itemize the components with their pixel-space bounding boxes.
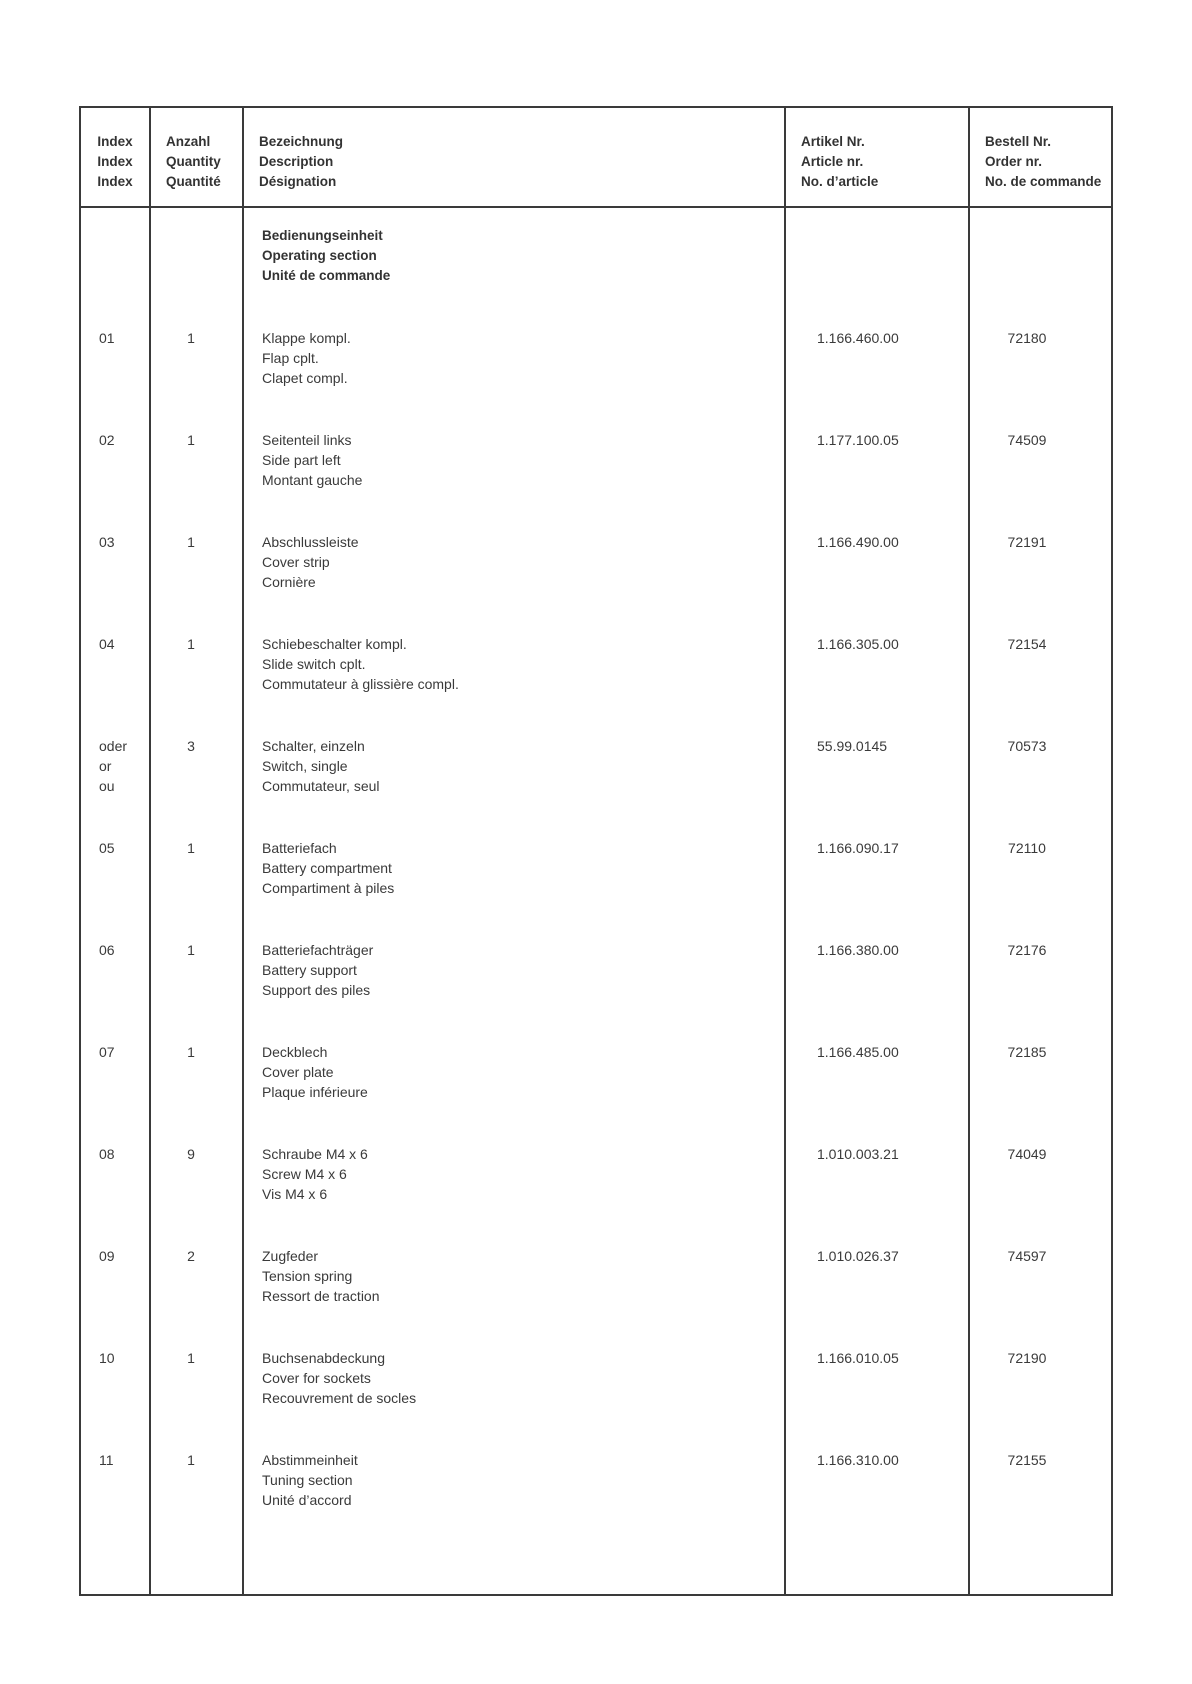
column-divider <box>242 108 244 1594</box>
row-description-line: Plaque inférieure <box>262 1084 368 1100</box>
row-quantity: 1 <box>187 1350 195 1366</box>
row-description-line: Commutateur à glissière compl. <box>262 676 459 692</box>
row-description-line: Flap cplt. <box>262 350 319 366</box>
header-description: Bezeichnung Description Désignation <box>259 134 344 189</box>
row-quantity: 1 <box>187 534 195 550</box>
row-index <box>99 1042 115 1062</box>
row-index <box>99 1348 115 1368</box>
row-description-line: Schiebeschalter kompl. <box>262 636 407 652</box>
row-order-number: 74597 <box>1007 1248 1047 1264</box>
row-description-line: Tension spring <box>262 1268 353 1284</box>
row-description-line: Slide switch cplt. <box>262 656 366 672</box>
row-description-line: Deckblech <box>262 1044 328 1060</box>
row-description <box>262 1348 416 1408</box>
row-order-number: 74049 <box>1007 1146 1047 1162</box>
row-article-number: 1.177.100.05 <box>817 432 899 448</box>
row-article-number: 1.166.380.00 <box>817 942 899 958</box>
row-description-line: Batteriefach <box>262 840 337 856</box>
row-index-line: 09 <box>99 1248 115 1264</box>
row-description-line: Side part left <box>262 452 341 468</box>
row-index <box>99 532 115 552</box>
header-divider <box>81 206 1111 208</box>
row-article-number: 1.166.460.00 <box>817 330 899 346</box>
row-quantity: 1 <box>187 330 195 346</box>
row-index-line: 06 <box>99 942 115 958</box>
row-index <box>99 736 127 796</box>
row-quantity: 1 <box>187 1452 195 1468</box>
row-index <box>99 1246 115 1266</box>
row-quantity: 1 <box>187 942 195 958</box>
row-order-number: 72110 <box>1008 840 1046 856</box>
row-description-line: Batteriefachträger <box>262 942 374 958</box>
row-index <box>99 328 115 348</box>
row-description-line: Unité d’accord <box>262 1492 352 1508</box>
row-order-number: 72180 <box>1007 330 1047 346</box>
row-index <box>99 1144 115 1164</box>
row-article-number: 1.166.490.00 <box>817 534 899 550</box>
row-description-line: Cover for sockets <box>262 1370 371 1386</box>
row-order-number: 72176 <box>1007 942 1047 958</box>
row-index-line: 05 <box>99 840 115 856</box>
header-quantity: Anzahl Quantity Quantité <box>166 134 221 189</box>
row-description-line: Buchsenabdeckung <box>262 1350 385 1366</box>
row-index <box>99 634 115 654</box>
row-index <box>99 838 115 858</box>
row-article-number: 1.166.090.17 <box>817 840 899 856</box>
row-description-line: Support des piles <box>262 982 371 998</box>
row-description-line: Schraube M4 x 6 <box>262 1146 368 1162</box>
row-index-line: 04 <box>99 636 115 652</box>
row-index-line: oder <box>99 738 128 754</box>
section-title: Bedienungseinheit Operating section Unité de commande <box>262 228 391 283</box>
row-description-line: Zugfeder <box>262 1248 319 1264</box>
row-quantity: 1 <box>187 432 195 448</box>
row-order-number: 72154 <box>1007 636 1047 652</box>
row-index-line: 08 <box>99 1146 115 1162</box>
row-order-number: 72185 <box>1007 1044 1047 1060</box>
row-order-number: 74509 <box>1007 432 1047 448</box>
row-article-number: 1.166.485.00 <box>817 1044 899 1060</box>
row-description-line: Klappe kompl. <box>262 330 351 346</box>
row-description-line: Cover plate <box>262 1064 334 1080</box>
row-description <box>262 634 459 694</box>
row-description-line: Seitenteil links <box>262 432 352 448</box>
row-description <box>262 430 362 490</box>
row-description-line: Cornière <box>262 574 316 590</box>
row-quantity: 2 <box>187 1248 195 1264</box>
row-order-number: 70573 <box>1007 738 1047 754</box>
header-article: Artikel Nr. Article nr. No. d’article <box>801 134 879 189</box>
row-quantity: 3 <box>187 738 195 754</box>
row-description-line: Commutateur, seul <box>262 778 380 794</box>
header-index: Index Index Index <box>97 134 133 189</box>
row-description-line: Battery compartment <box>262 860 392 876</box>
row-index <box>99 430 115 450</box>
row-description <box>262 1144 368 1204</box>
row-quantity: 1 <box>187 1044 195 1060</box>
row-quantity: 9 <box>187 1146 195 1162</box>
row-article-number: 1.010.003.21 <box>817 1146 899 1162</box>
header-order: Bestell Nr. Order nr. No. de commande <box>985 134 1102 189</box>
row-index-line: or <box>99 758 112 774</box>
row-description-line: Recouvrement de socles <box>262 1390 417 1406</box>
row-description <box>262 532 359 592</box>
row-description-line: Montant gauche <box>262 472 363 488</box>
row-description-line: Compartiment à piles <box>262 880 395 896</box>
row-description-line: Cover strip <box>262 554 330 570</box>
row-index <box>99 1450 114 1470</box>
row-index-line: ou <box>99 778 115 794</box>
column-divider <box>784 108 786 1594</box>
row-article-number: 55.99.0145 <box>817 738 888 754</box>
row-description <box>262 1246 380 1306</box>
row-description-line: Ressort de traction <box>262 1288 380 1304</box>
row-description-line: Schalter, einzeln <box>262 738 365 754</box>
row-article-number: 1.010.026.37 <box>817 1248 899 1264</box>
row-description-line: Screw M4 x 6 <box>262 1166 347 1182</box>
row-order-number: 72191 <box>1007 534 1047 550</box>
row-index-line: 11 <box>99 1452 114 1468</box>
row-description <box>262 736 380 796</box>
row-description <box>262 1450 358 1510</box>
row-order-number: 72155 <box>1007 1452 1047 1468</box>
row-description-line: Abstimmeinheit <box>262 1452 358 1468</box>
row-article-number: 1.166.305.00 <box>817 636 899 652</box>
row-article-number: 1.166.310.00 <box>817 1452 899 1468</box>
row-index-line: 07 <box>99 1044 115 1060</box>
row-index-line: 10 <box>99 1350 115 1366</box>
row-article-number: 1.166.010.05 <box>817 1350 899 1366</box>
row-description <box>262 838 394 898</box>
row-order-number: 72190 <box>1007 1350 1047 1366</box>
row-description <box>262 328 351 388</box>
row-index-line: 03 <box>99 534 115 550</box>
parts-list-table <box>79 106 1113 1596</box>
row-description-line: Vis M4 x 6 <box>262 1186 328 1202</box>
row-description-line: Abschlussleiste <box>262 534 359 550</box>
row-description-line: Clapet compl. <box>262 370 348 386</box>
row-quantity: 1 <box>187 840 195 856</box>
row-index-line: 02 <box>99 432 115 448</box>
row-description-line: Switch, single <box>262 758 348 774</box>
row-description <box>262 1042 368 1102</box>
row-quantity: 1 <box>187 636 195 652</box>
row-description <box>262 940 373 1000</box>
row-description-line: Tuning section <box>262 1472 353 1488</box>
row-index-line: 01 <box>99 330 115 346</box>
row-description-line: Battery support <box>262 962 357 978</box>
row-index <box>99 940 115 960</box>
